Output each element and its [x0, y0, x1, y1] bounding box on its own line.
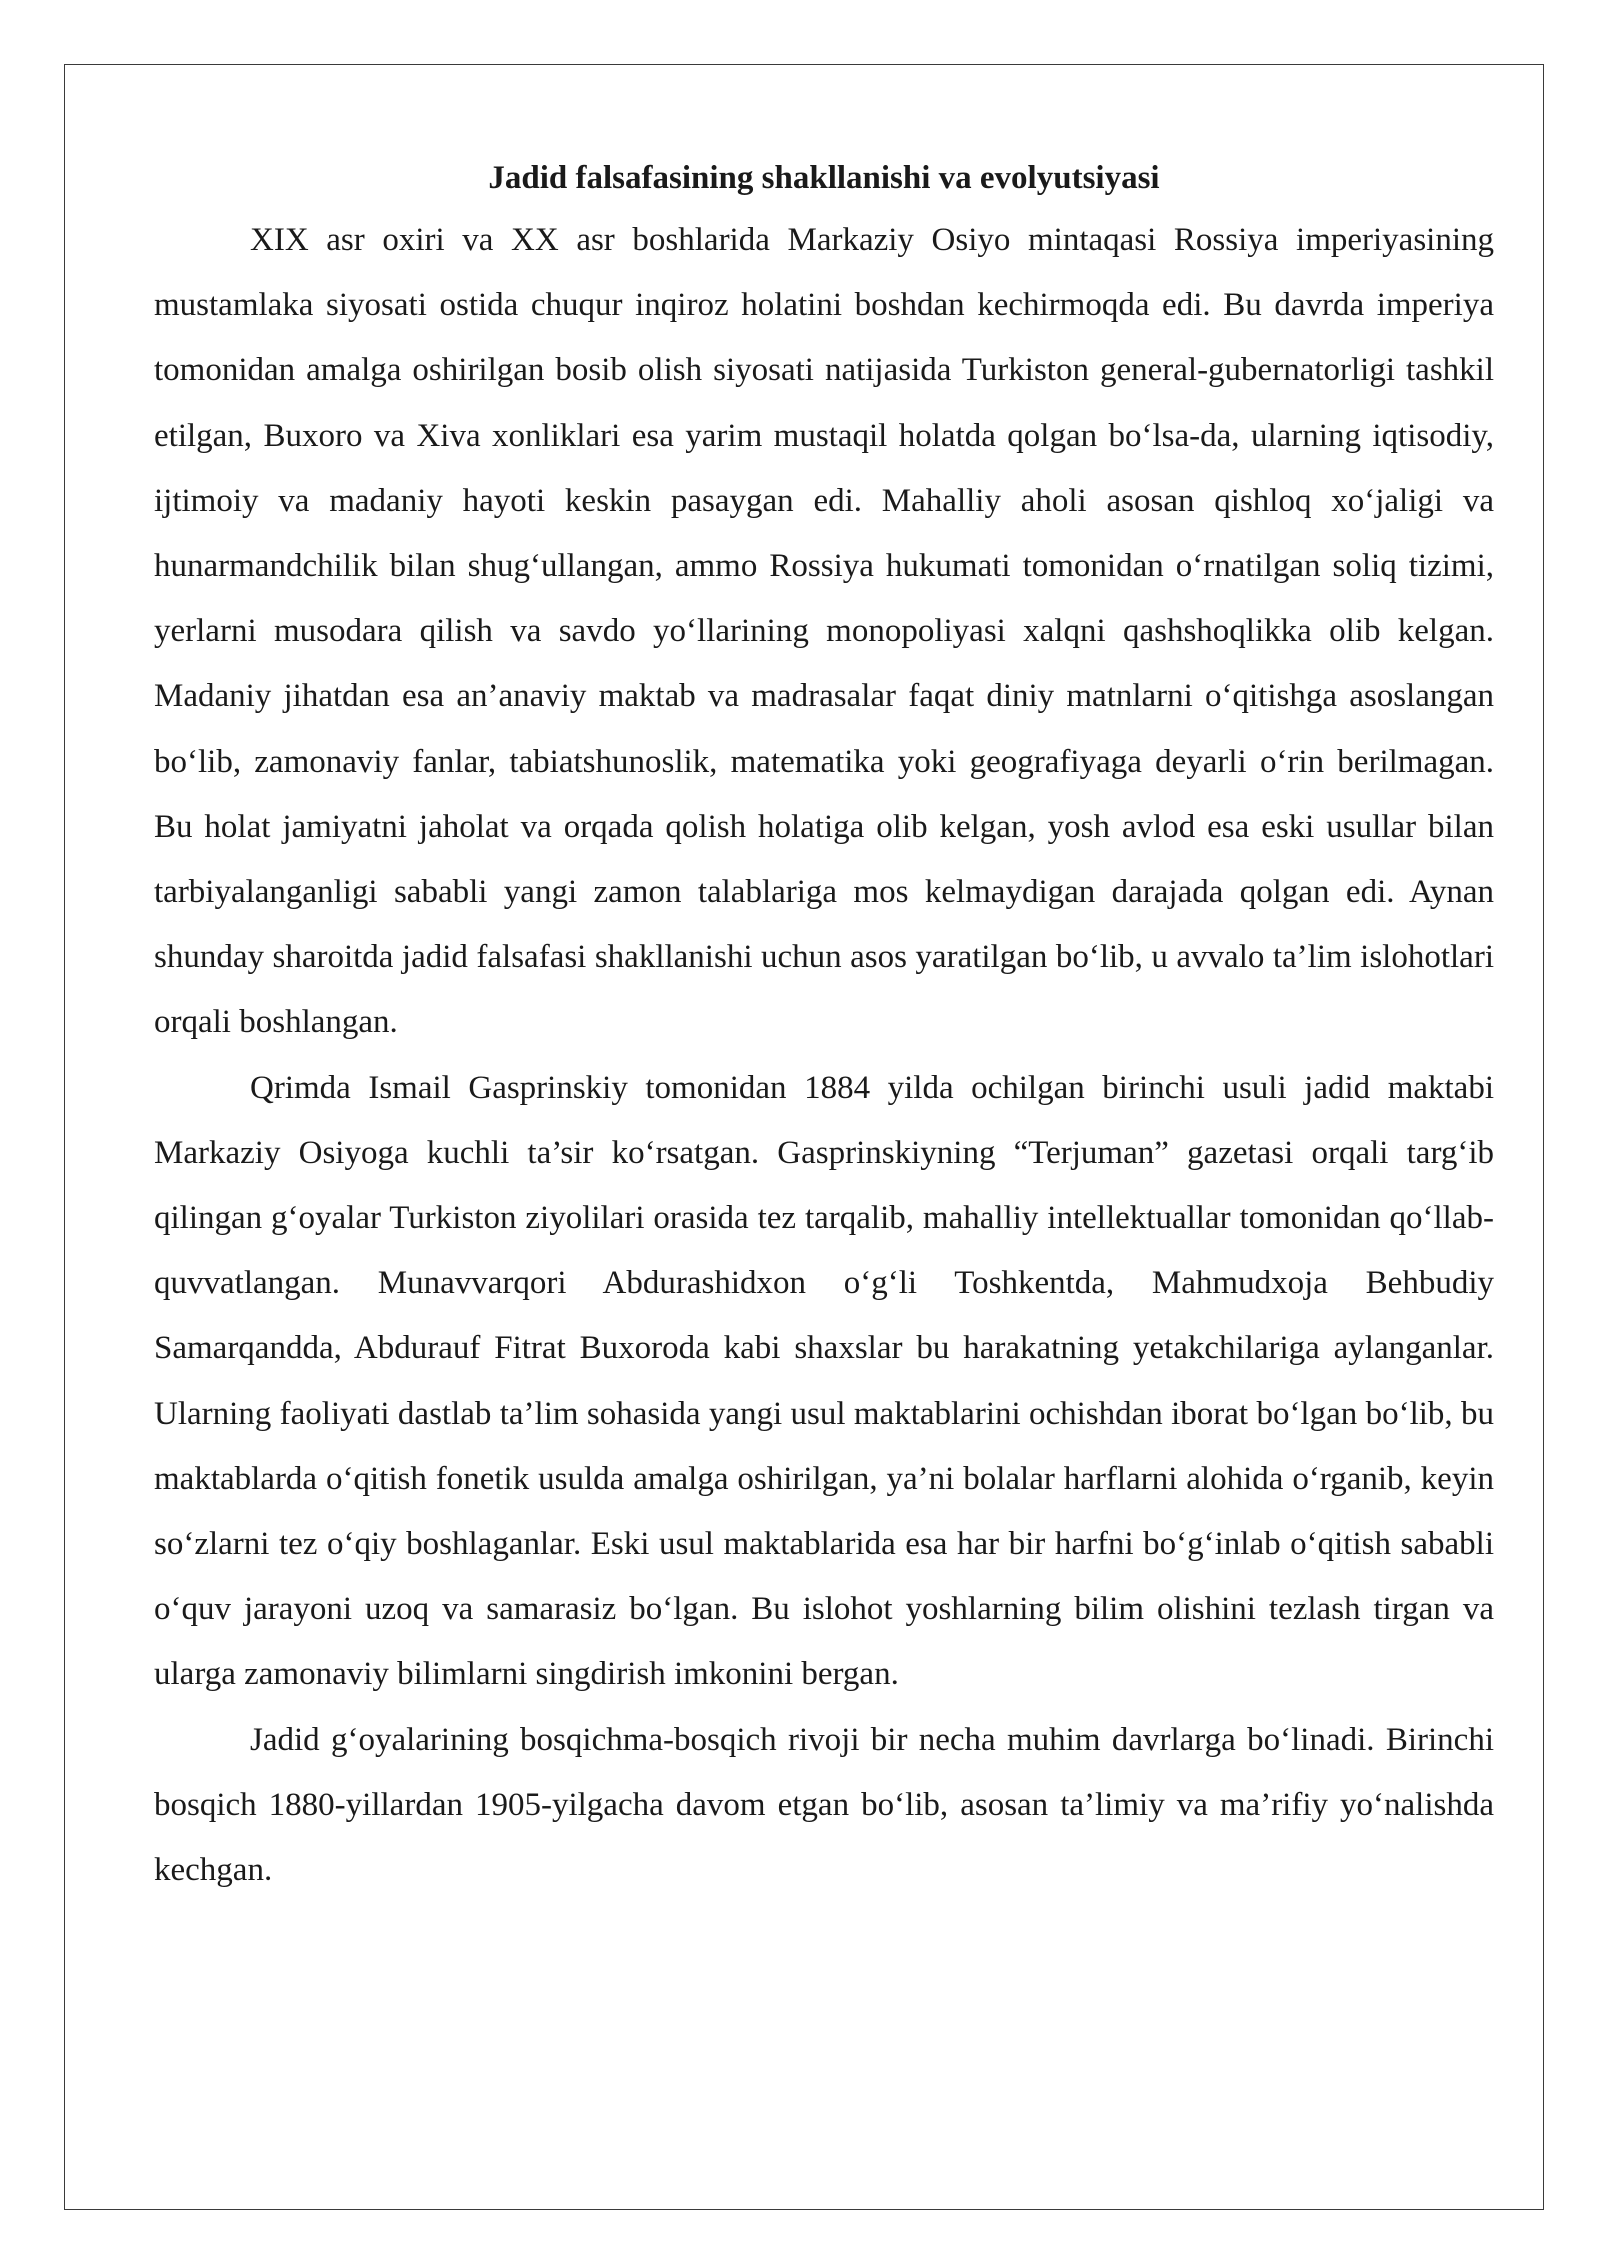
document-body [154, 148, 1494, 1903]
document-title: Jadid falsafasining shakllanishi va evolyutsiyasi [488, 160, 1160, 196]
paragraph-3: Jadid gʻoyalarining bosqichma-bosqich rivoji bir necha muhim davrlarga boʻlinadi. Birinchi bosqich 1880-yillardan 1905-yilgacha davom etgan boʻlib, asosan ta’limiy va ma’rifiy yoʻnalishda kechgan. [154, 1721, 1494, 1889]
paragraph-1: XIX asr oxiri va XX asr boshlarida Markaziy Osiyo mintaqasi Rossiya imperiyasining mustamlaka siyosati ostida chuqur inqiroz holatini boshdan kechirmoqda edi. Bu davrda imperiya tomonidan amalga oshirilgan bosib olish siyosati natijasida Turkiston general-gubernatorligi tashkil etilgan, Buxoro va Xiva xonliklari esa yarim mustaqil holatda qolgan boʻlsa-da, ularning iqtisodiy, ijtimoiy va madaniy hayoti keskin pasaygan edi. Mahalliy aholi asosan qishloq xoʻjaligi va hunarmandchilik bilan shugʻullangan, ammo Rossiya hukumati tomonidan oʻrnatilgan soliq tizimi, yerlarni musodara qilish va savdo yoʻllarining monopoliyasi xalqni qashshoqlikka olib kelgan. Madaniy jihatdan esa an’anaviy maktab va madrasalar faqat diniy matnlarni oʻqitishga asoslangan boʻlib, zamonaviy fanlar, tabiatshunoslik, matematika yoki geografiyaga deyarli oʻrin berilmagan. Bu holat jamiyatni jaholat va orqada qolish holatiga olib kelgan, yosh avlod esa eski usullar bilan tarbiyalanganligi sababli yangi zamon talablariga mos kelmaydigan darajada qolgan edi. Aynan shunday sharoitda jadid falsafasi shakllanishi uchun asos yaratilgan boʻlib, u avvalo ta’lim islohotlari orqali boshlangan. [154, 222, 1494, 1041]
paragraph-2: Qrimda Ismail Gasprinskiy tomonidan 1884 yilda ochilgan birinchi usuli jadid maktabi Markaziy Osiyoga kuchli ta’sir koʻrsatgan. Gasprinskiyning “Terjuman” gazetasi orqali targʻib qilingan gʻoyalar Turkiston ziyolilari orasida tez tarqalib, mahalliy intellektuallar tomonidan qoʻllab-quvvatlangan. Munavvarqori Abdurashidxon oʻgʻli Toshkentda, Mahmudxoja Behbudiy Samarqandda, Abdurauf Fitrat Buxoroda kabi shaxslar bu harakatning yetakchilariga aylanganlar. Ularning faoliyati dastlab ta’lim sohasida yangi usul maktablarini ochishdan iborat boʻlgan boʻlib, bu maktablarda oʻqitish fonetik usulda amalga oshirilgan, ya’ni bolalar harflarni alohida oʻrganib, keyin soʻzlarni tez oʻqiy boshlaganlar. Eski usul maktablarida esa har bir harfni boʻgʻinlab oʻqitish sababli oʻquv jarayoni uzoq va samarasiz boʻlgan. Bu islohot yoshlarning bilim olishini tezlash tirgan va ularga zamonaviy bilimlarni singdirish imkonini bergan. [154, 1069, 1494, 1693]
